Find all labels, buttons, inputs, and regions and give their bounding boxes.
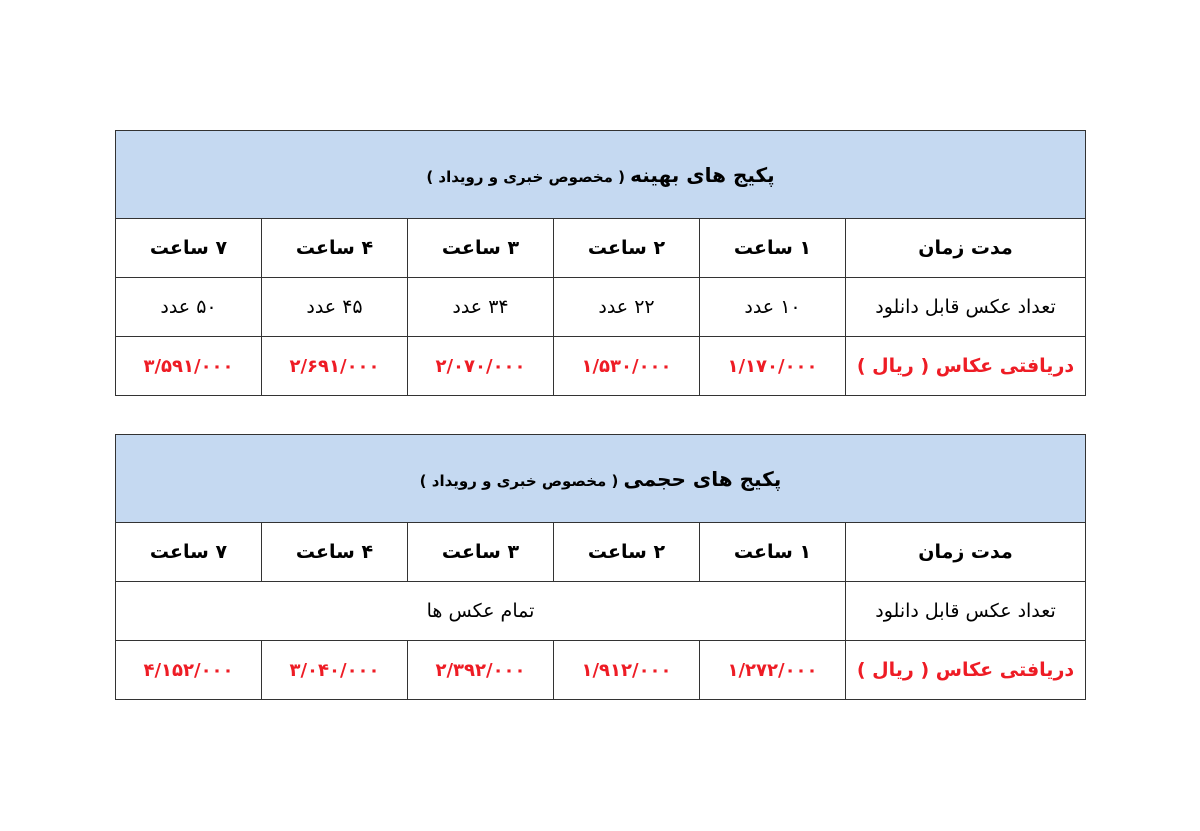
table-title: پکیج های حجمی xyxy=(623,466,782,491)
price-cell: ۱/۲۷۲/۰۰۰ xyxy=(700,641,846,700)
duration-cell: ۱ ساعت xyxy=(700,219,846,278)
duration-cell: ۲ ساعت xyxy=(554,523,700,582)
duration-cell: ۳ ساعت xyxy=(408,219,554,278)
duration-cell: ۲ ساعت xyxy=(554,219,700,278)
downloads-row xyxy=(116,582,1086,641)
optimal-packages-table xyxy=(115,130,1086,396)
duration-cell: ۴ ساعت xyxy=(262,523,408,582)
duration-row xyxy=(116,219,1086,278)
table-title-cell xyxy=(116,131,1086,219)
downloads-label: تعداد عکس قابل دانلود xyxy=(846,278,1086,337)
duration-cell: ۱ ساعت xyxy=(700,523,846,582)
price-cell: ۱/۱۷۰/۰۰۰ xyxy=(700,337,846,396)
price-label: دریافتی عکاس ( ریال ) xyxy=(846,337,1086,396)
downloads-cell: ۳۴ عدد xyxy=(408,278,554,337)
duration-cell: ۷ ساعت xyxy=(116,219,262,278)
price-cell: ۴/۱۵۲/۰۰۰ xyxy=(116,641,262,700)
downloads-label: تعداد عکس قابل دانلود xyxy=(846,582,1086,641)
price-row xyxy=(116,337,1086,396)
table-subtitle: ( مخصوص خبری و رویداد ) xyxy=(426,167,626,186)
duration-row xyxy=(116,523,1086,582)
volume-packages-table xyxy=(115,434,1086,700)
table-title-cell xyxy=(116,435,1086,523)
price-label: دریافتی عکاس ( ریال ) xyxy=(846,641,1086,700)
price-cell: ۲/۰۷۰/۰۰۰ xyxy=(408,337,554,396)
duration-cell: ۳ ساعت xyxy=(408,523,554,582)
downloads-all-cell: تمام عکس ها xyxy=(116,582,846,641)
price-cell: ۱/۹۱۲/۰۰۰ xyxy=(554,641,700,700)
duration-cell: ۷ ساعت xyxy=(116,523,262,582)
downloads-cell: ۱۰ عدد xyxy=(700,278,846,337)
table-title: پکیج های بهینه xyxy=(630,162,775,187)
price-cell: ۲/۶۹۱/۰۰۰ xyxy=(262,337,408,396)
price-row xyxy=(116,641,1086,700)
price-cell: ۳/۰۴۰/۰۰۰ xyxy=(262,641,408,700)
price-cell: ۳/۵۹۱/۰۰۰ xyxy=(116,337,262,396)
duration-label: مدت زمان xyxy=(846,219,1086,278)
table-title-row xyxy=(116,131,1086,219)
duration-cell: ۴ ساعت xyxy=(262,219,408,278)
downloads-row xyxy=(116,278,1086,337)
table-title-row xyxy=(116,435,1086,523)
price-cell: ۲/۳۹۲/۰۰۰ xyxy=(408,641,554,700)
downloads-cell: ۲۲ عدد xyxy=(554,278,700,337)
table-subtitle: ( مخصوص خبری و رویداد ) xyxy=(419,471,619,490)
price-cell: ۱/۵۳۰/۰۰۰ xyxy=(554,337,700,396)
duration-label: مدت زمان xyxy=(846,523,1086,582)
downloads-cell: ۵۰ عدد xyxy=(116,278,262,337)
downloads-cell: ۴۵ عدد xyxy=(262,278,408,337)
